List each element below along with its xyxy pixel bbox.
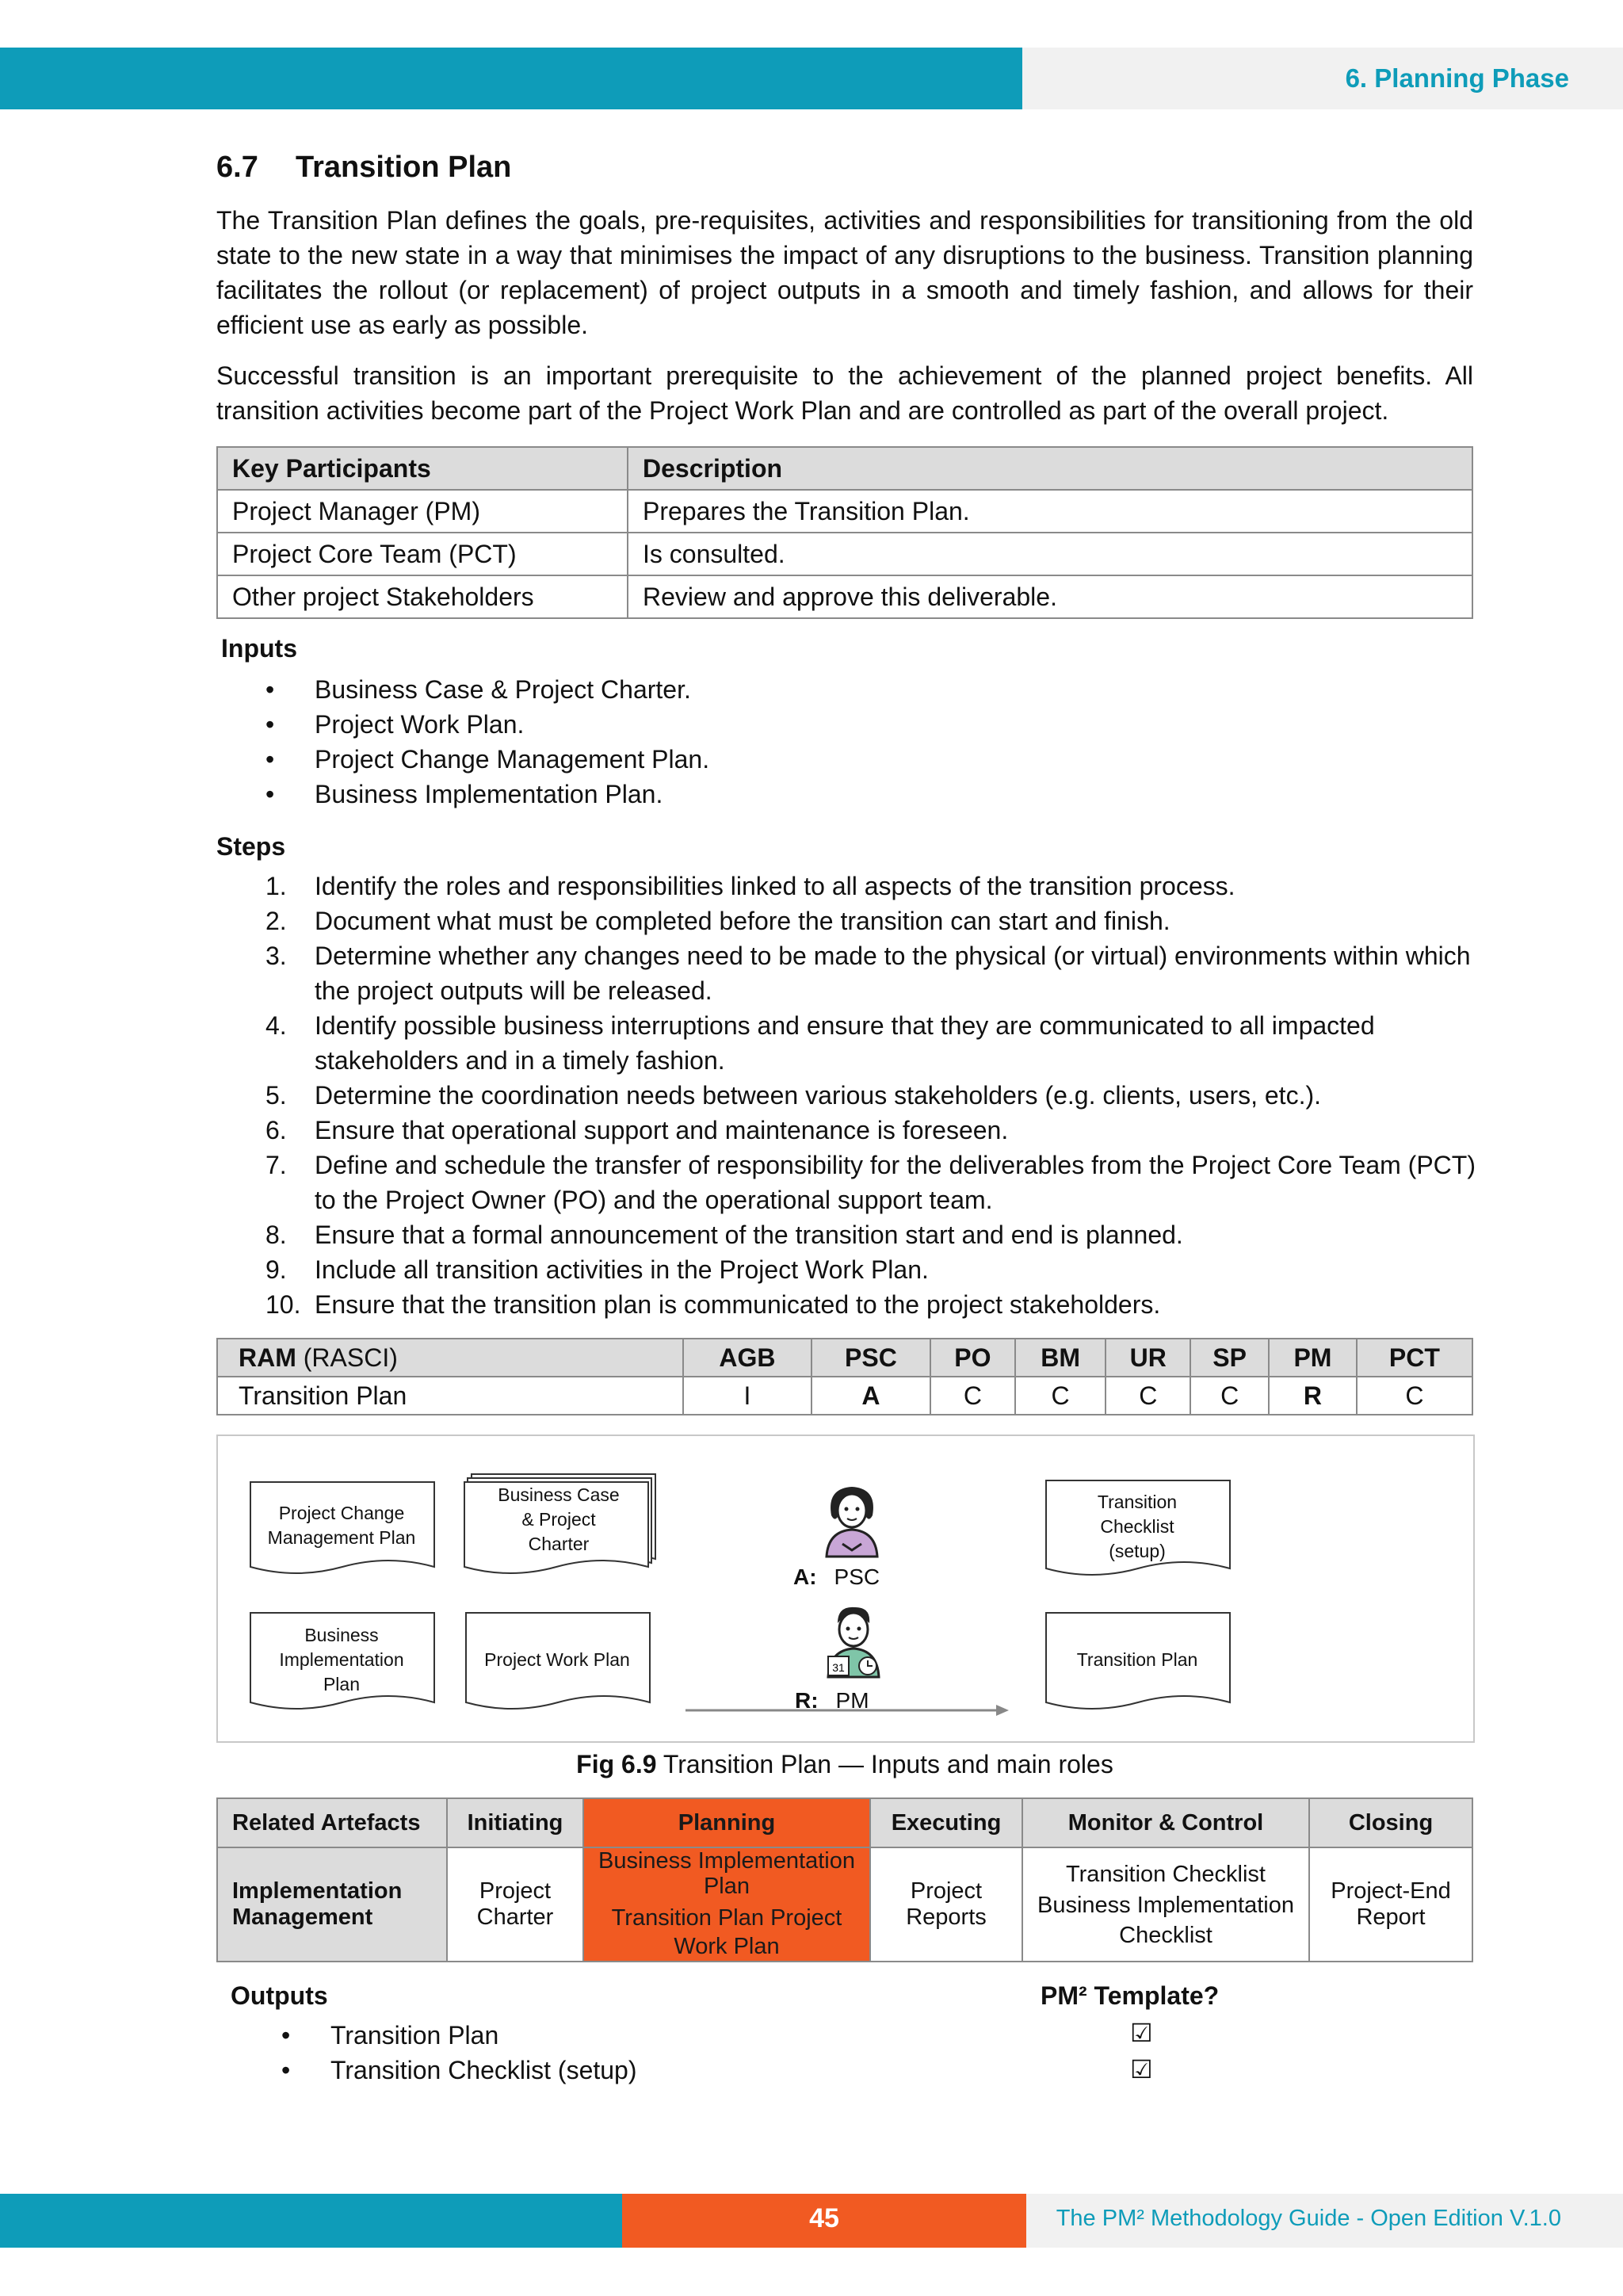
planning-cell: Business Implementation Plan Transition Plan Project Work Plan	[583, 1847, 870, 1962]
table-row	[217, 1377, 1472, 1415]
list-item: 7. Define and schedule the transfer of responsibility for the deliverables from the Project Core Team (PCT) to the Project Owner (PO) and the operational support team.	[265, 1151, 1476, 1214]
footer-bar	[0, 2194, 622, 2248]
template-check-icon: ☑	[1130, 2019, 1153, 2047]
flow-arrow	[685, 1702, 1010, 1718]
outputs-list	[232, 2018, 945, 2088]
list-item: 5. Determine the coordination needs between various stakeholders (e.g. clients, users, etc.).	[265, 1081, 1321, 1110]
ram-col: PM	[1269, 1339, 1357, 1377]
executing-cell: Project Reports	[870, 1847, 1022, 1962]
ram-value: C	[930, 1377, 1015, 1415]
ram-value: C	[1357, 1377, 1472, 1415]
ram-value: C	[1015, 1377, 1106, 1415]
list-item: 6. Ensure that operational support and maintenance is foreseen.	[265, 1116, 1009, 1144]
responsible-role: R: PM	[795, 1688, 869, 1713]
table-row	[217, 575, 1472, 618]
list-item: • Transition Checklist (setup)	[232, 2053, 945, 2088]
ram-col: UR	[1106, 1339, 1190, 1377]
ram-table	[216, 1338, 1473, 1415]
participants-table	[216, 446, 1473, 619]
transition-diagram	[216, 1435, 1475, 1743]
ram-col: BM	[1015, 1339, 1106, 1377]
list-item: 8. Ensure that a formal announcement of the transition start and end is planned.	[265, 1221, 1183, 1249]
output-doc-transition-plan: Transition Plan	[1045, 1612, 1229, 1707]
chapter-title: 6. Planning Phase	[1345, 63, 1569, 93]
list-item: 10. Ensure that the transition plan is communicated to the project stakeholders.	[265, 1290, 1161, 1319]
table-row	[217, 533, 1472, 575]
template-label: PM² Template?	[1041, 1981, 1220, 2010]
outputs-label: Outputs	[231, 1981, 328, 2010]
steps-label: Steps	[216, 832, 286, 861]
description-cell: Is consulted.	[628, 533, 1472, 575]
calendar-day: 31	[832, 1661, 845, 1674]
list-item: 1. Identify the roles and responsibilities linked to all aspects of the transition process.	[265, 872, 1235, 900]
benefit-paragraph: Successful transition is an important prerequisite to the achievement of the planned project benefits. All transition activities become part of the Project Work Plan and are controlled as part of the overall project.	[216, 361, 1473, 425]
list-item: 9. Include all transition activities in the Project Work Plan.	[265, 1255, 929, 1284]
output-doc-checklist: Transition Checklist (setup)	[1045, 1480, 1229, 1573]
ram-row-label: Transition Plan	[217, 1377, 683, 1415]
monitor-cell: Transition Checklist Business Implementation Checklist	[1022, 1847, 1309, 1962]
table-row	[217, 490, 1472, 533]
ram-value: C	[1106, 1377, 1190, 1415]
inputs-list	[216, 672, 1473, 812]
intro-paragraph: The Transition Plan defines the goals, pre-requisites, activities and responsibilities for transitioning from the old state to the new state in a way that minimises the impact of any disruptions to the business. Transition planning facilitates the rollout (or replacement) of project outputs in a smooth and timely fashion, and allows for their efficient use as early as possible.	[216, 206, 1473, 339]
ram-col: PCT	[1357, 1339, 1472, 1377]
figure-caption: Fig 6.9 Transition Plan — Inputs and main roles	[576, 1750, 1113, 1778]
list-item: • Transition Plan	[232, 2018, 945, 2053]
closing-cell: Project-End Report	[1309, 1847, 1472, 1962]
participants-header: Key Participants	[217, 447, 628, 490]
list-item: • Project Work Plan.	[216, 707, 1473, 742]
steps-list	[216, 869, 1484, 1322]
list-item: 3. Determine whether any changes need to be made to the physical (or virtual) environments within which the project outputs will be released.	[265, 942, 1471, 1005]
input-doc-business-impl: Business Implementation Plan	[250, 1612, 433, 1707]
list-item: • Business Case & Project Charter.	[216, 672, 1473, 707]
input-doc-work-plan: Project Work Plan	[465, 1612, 649, 1707]
description-cell: Review and approve this deliverable.	[628, 575, 1472, 618]
ram-value: I	[683, 1377, 812, 1415]
ram-col: AGB	[683, 1339, 812, 1377]
participant-cell: Project Manager (PM)	[217, 490, 628, 533]
input-doc-change-mgmt: Project Change Management Plan	[250, 1481, 433, 1570]
input-doc-business-case: Business Case & Project Charter	[464, 1473, 654, 1572]
related-artefacts-table	[216, 1797, 1473, 1962]
ram-col: PO	[930, 1339, 1015, 1377]
responsible-person-icon	[822, 1603, 885, 1679]
ram-value: C	[1190, 1377, 1269, 1415]
accountable-role: A: PSC	[793, 1564, 880, 1589]
guide-title: The PM² Methodology Guide - Open Edition V.1.0	[1056, 2206, 1561, 2231]
header-bar	[0, 48, 1022, 109]
list-item: 4. Identify possible business interruptions and ensure that they are communicated to all impacted stakeholders and in a timely fashion.	[265, 1011, 1375, 1075]
inputs-label: Inputs	[221, 634, 297, 663]
ram-value: A	[812, 1377, 930, 1415]
ram-header: RAM (RASCI)	[217, 1339, 683, 1377]
list-item: • Project Change Management Plan.	[216, 742, 1473, 777]
phase-closing: Closing	[1309, 1798, 1472, 1847]
accountable-person-icon	[820, 1482, 884, 1558]
participant-cell: Other project Stakeholders	[217, 575, 628, 618]
section-heading	[216, 151, 1473, 185]
table-row	[217, 1847, 1472, 1962]
section-number: 6.7	[216, 151, 258, 184]
phase-monitor: Monitor & Control	[1022, 1798, 1309, 1847]
artefact-row-label: Implementation Management	[217, 1847, 447, 1962]
phase-planning: Planning	[583, 1798, 870, 1847]
description-cell: Prepares the Transition Plan.	[628, 490, 1472, 533]
related-header: Related Artefacts	[217, 1798, 447, 1847]
ram-col: SP	[1190, 1339, 1269, 1377]
description-header: Description	[628, 447, 1472, 490]
phase-executing: Executing	[870, 1798, 1022, 1847]
participant-cell: Project Core Team (PCT)	[217, 533, 628, 575]
phase-initiating: Initiating	[447, 1798, 583, 1847]
template-check-icon: ☑	[1130, 2055, 1153, 2084]
page-number: 45	[622, 2194, 1026, 2248]
ram-col: PSC	[812, 1339, 930, 1377]
initiating-cell: Project Charter	[447, 1847, 583, 1962]
section-title: Transition Plan	[296, 151, 512, 184]
list-item: • Business Implementation Plan.	[216, 777, 1473, 812]
ram-value: R	[1269, 1377, 1357, 1415]
list-item: 2. Document what must be completed before the transition can start and finish.	[265, 907, 1170, 935]
